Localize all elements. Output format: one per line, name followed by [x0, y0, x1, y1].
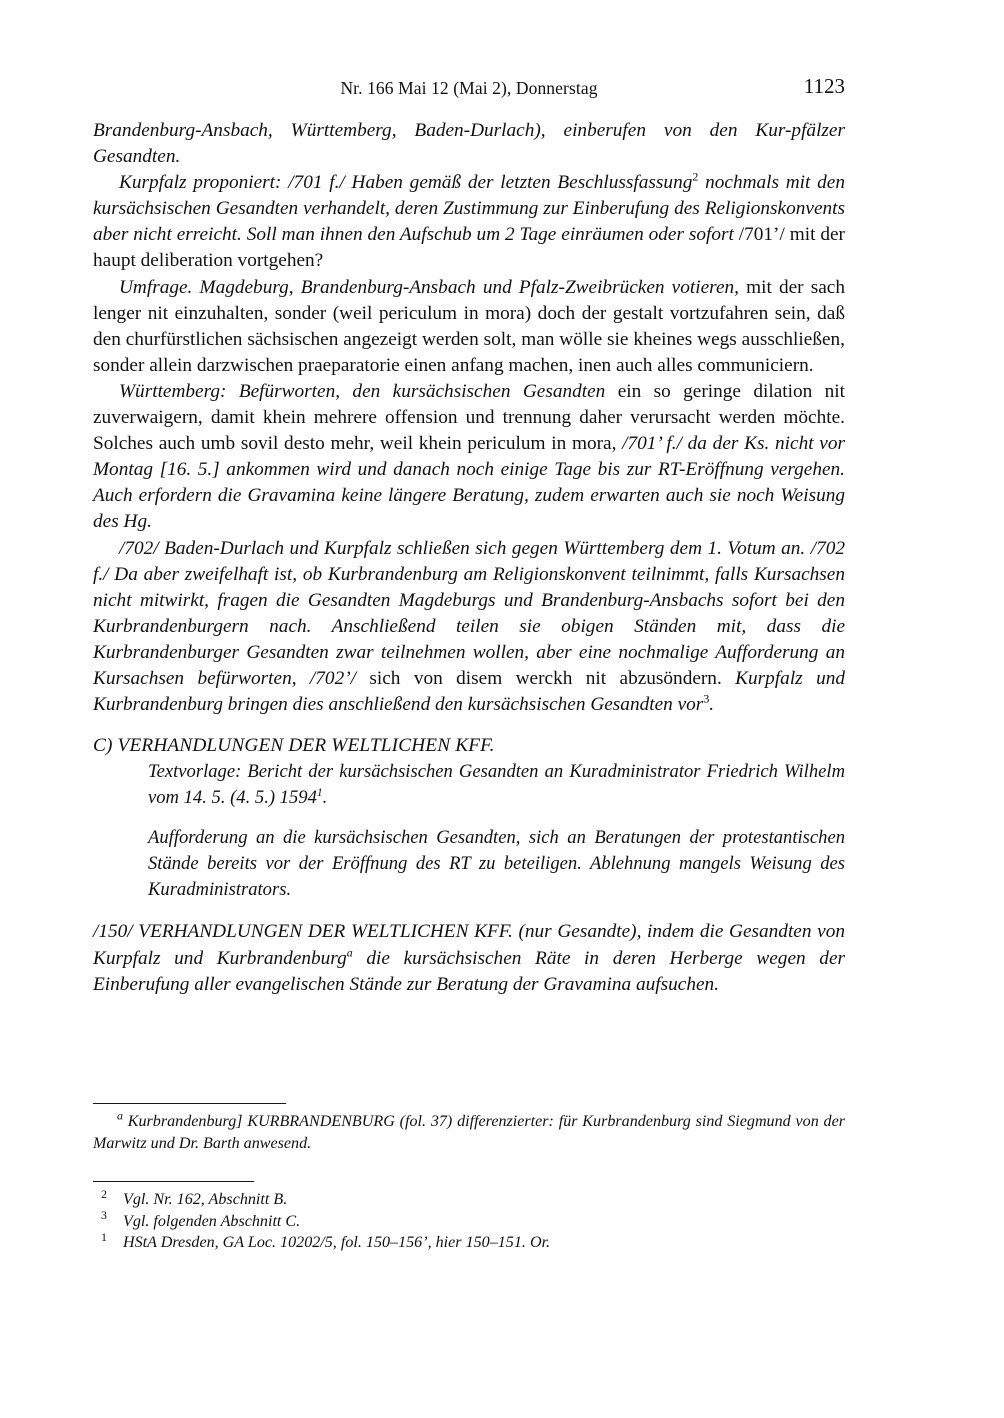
footnote-number-3-marker: 3	[101, 1208, 107, 1223]
paragraph-umfrage	[93, 275, 845, 379]
footnote-rule-letters	[93, 1103, 286, 1104]
footnote-number-2	[93, 1186, 845, 1211]
regest-summary-block: Aufforderung an die kursächsischen Gesandten, sich an Beratungen der protestantischen Stände bereits vor der Eröffnung des RT zu beteiligen. Ablehnung mangels Weisung des Kuradministrators.	[148, 827, 845, 900]
footnote-letter-a-source: KURBRANDENBURG	[247, 1113, 395, 1130]
running-head-title: Nr. 166 Mai 12 (Mai 2), Donnerstag	[340, 78, 598, 98]
footnote-ref-a[interactable]: a	[346, 945, 353, 960]
kurpfalz-run4: mit der haupt deliberation vortgehen?	[93, 224, 845, 272]
textvorlage-period: .	[322, 786, 328, 808]
footnote-number-3-text: Vgl. folgenden Abschnitt C.	[123, 1212, 301, 1230]
footnote-ref-3[interactable]: 3	[703, 691, 710, 706]
kurpfalz-folio-701b: /701’/	[738, 224, 785, 246]
p702-run3: Kurpfalz und Kurbrandenburg bringen dies anschließend den kursächsischen Gesandten vor	[93, 667, 845, 716]
kurpfalz-run2: nochmals mit den kursächsischen Gesandten verhandelt, deren Zustimmung zur Einberufung des Religionskonvents aber nicht erreicht. Soll man ihnen den Aufschub um 2 Tage einräumen oder sofort	[93, 172, 845, 246]
footnote-letter-a-marker: a	[117, 1108, 123, 1123]
paragraph-kurpfalz	[93, 170, 845, 274]
footnote-letter-a-lemma: Kurbrandenburg]	[127, 1113, 248, 1130]
umfrage-run2: mit der sach lenger nit einzuhalten, sonder (weil periculum in mora) doch der gestalt vortzufahren sein, daß den churfürstlichen sächsischen angezeigt werden solt, man wölle sie kheines wegs ausschließen, sonder allein darzwischen praeparatorie einen anfang machen, inen auch alles communiciern.	[93, 276, 845, 376]
footnote-number-1-text: HStA Dresden, GA Loc. 10202/5, fol. 150–156’, hier 150–151. Or.	[123, 1234, 551, 1252]
footnote-number-2-marker: 2	[101, 1186, 107, 1201]
footnote-letter-a	[93, 1108, 845, 1154]
footnote-rule-numbers	[93, 1181, 254, 1182]
regest-150-run2: die kursächsischen Räte in deren Herberge wegen der Einberufung aller evangelischen Stände zur Beratung der Gravamina aufsuchen.	[93, 947, 846, 996]
umfrage-run1: Umfrage. Magdeburg, Brandenburg-Ansbach und Pfalz-Zweibrücken votieren,	[119, 276, 739, 298]
regest-150	[93, 919, 845, 998]
footnote-apparatus-letters	[93, 1103, 845, 1154]
footnote-number-3	[93, 1208, 845, 1233]
wuerttemberg-run2: ein so geringe dilation nit zuverwaigern, damit khein mehrere offension und trennung daher verursacht werden möchte. Solches auch umb sovil desto mehr, weil khein periculum in mora,	[93, 380, 845, 455]
footnote-number-2-text: Vgl. Nr. 162, Abschnitt B.	[123, 1191, 288, 1208]
p702-run2: sich von disem werckh nit abzusöndern.	[355, 667, 736, 689]
textvorlage-text: Textvorlage: Bericht der kursächsischen Gesandten an Kuradministrator Friedrich Wilhelm vom 14. 5. (4. 5.) 1594	[148, 761, 845, 808]
footnote-letter-a-text: (fol. 37) differenzierter: für Kurbrandenburg sind Siegmund von der Marwitz und Dr. Barth anwesend.	[93, 1113, 845, 1152]
section-heading-c: C) VERHANDLUNGEN DER WELTLICHEN KFF.	[93, 735, 495, 757]
footnote-ref-1[interactable]: 1	[316, 786, 323, 799]
footnote-ref-2[interactable]: 2	[692, 169, 699, 184]
paragraph-continued	[93, 118, 845, 170]
footnote-apparatus-numbers	[93, 1181, 845, 1254]
text-column	[93, 118, 845, 998]
footnote-number-1-marker: 1	[101, 1229, 107, 1244]
running-head	[93, 74, 845, 102]
footnote-number-1	[93, 1229, 845, 1254]
paragraph-continued-text: Brandenburg-Ansbach, Württemberg, Baden-Durlach), einberufen von den Kur-pfälzer Gesandten.	[93, 120, 845, 168]
wuerttemberg-run3: /701’ f./ da der Ks. nicht vor Montag [16. 5.] ankommen wird und danach noch einige Tage bis zur RT-Eröffnung vergehen. Auch erfordern die Gravamina keine längere Beratung, zudem erwarten auch sie noch Weisung des Hg.	[93, 433, 845, 533]
paragraph-wuerttemberg	[93, 379, 845, 536]
paragraph-702	[93, 536, 845, 719]
page-number: 1123	[803, 74, 845, 98]
p702-run1: /702/ Baden-Durlach und Kurpfalz schließen sich gegen Württemberg dem 1. Votum an. /702 f./ Da aber zweifelhaft ist, ob Kurbrandenburg am Religionskonvent teilnimmt, falls Kursachsen nicht mitwirkt, fragen die Gesandten Magdeburgs und Brandenburg-Ansbachs sofort bei den Kurbrandenburgern nach. Anschließend teilen sie obigen Ständen mit, dass die Kurbrandenburger Gesandten zwar teilnehmen wollen, aber eine nochmalige Aufforderung an Kursachsen befürworten, /702’/	[93, 537, 845, 689]
textvorlage-block	[148, 759, 845, 810]
regest-150-run1: /150/ VERHANDLUNGEN DER WELTLICHEN KFF. (nur Gesandte), indem die Gesandten von Kurpfalz und Kurbrandenburg	[93, 921, 845, 969]
wuerttemberg-run1: Württemberg: Befürworten, den kursächsischen Gesandten	[119, 380, 606, 402]
p702-run4: .	[709, 694, 715, 716]
kurpfalz-run1: Kurpfalz proponiert: /701 f./ Haben gemäß der letzten Beschlussfassung	[119, 172, 693, 194]
